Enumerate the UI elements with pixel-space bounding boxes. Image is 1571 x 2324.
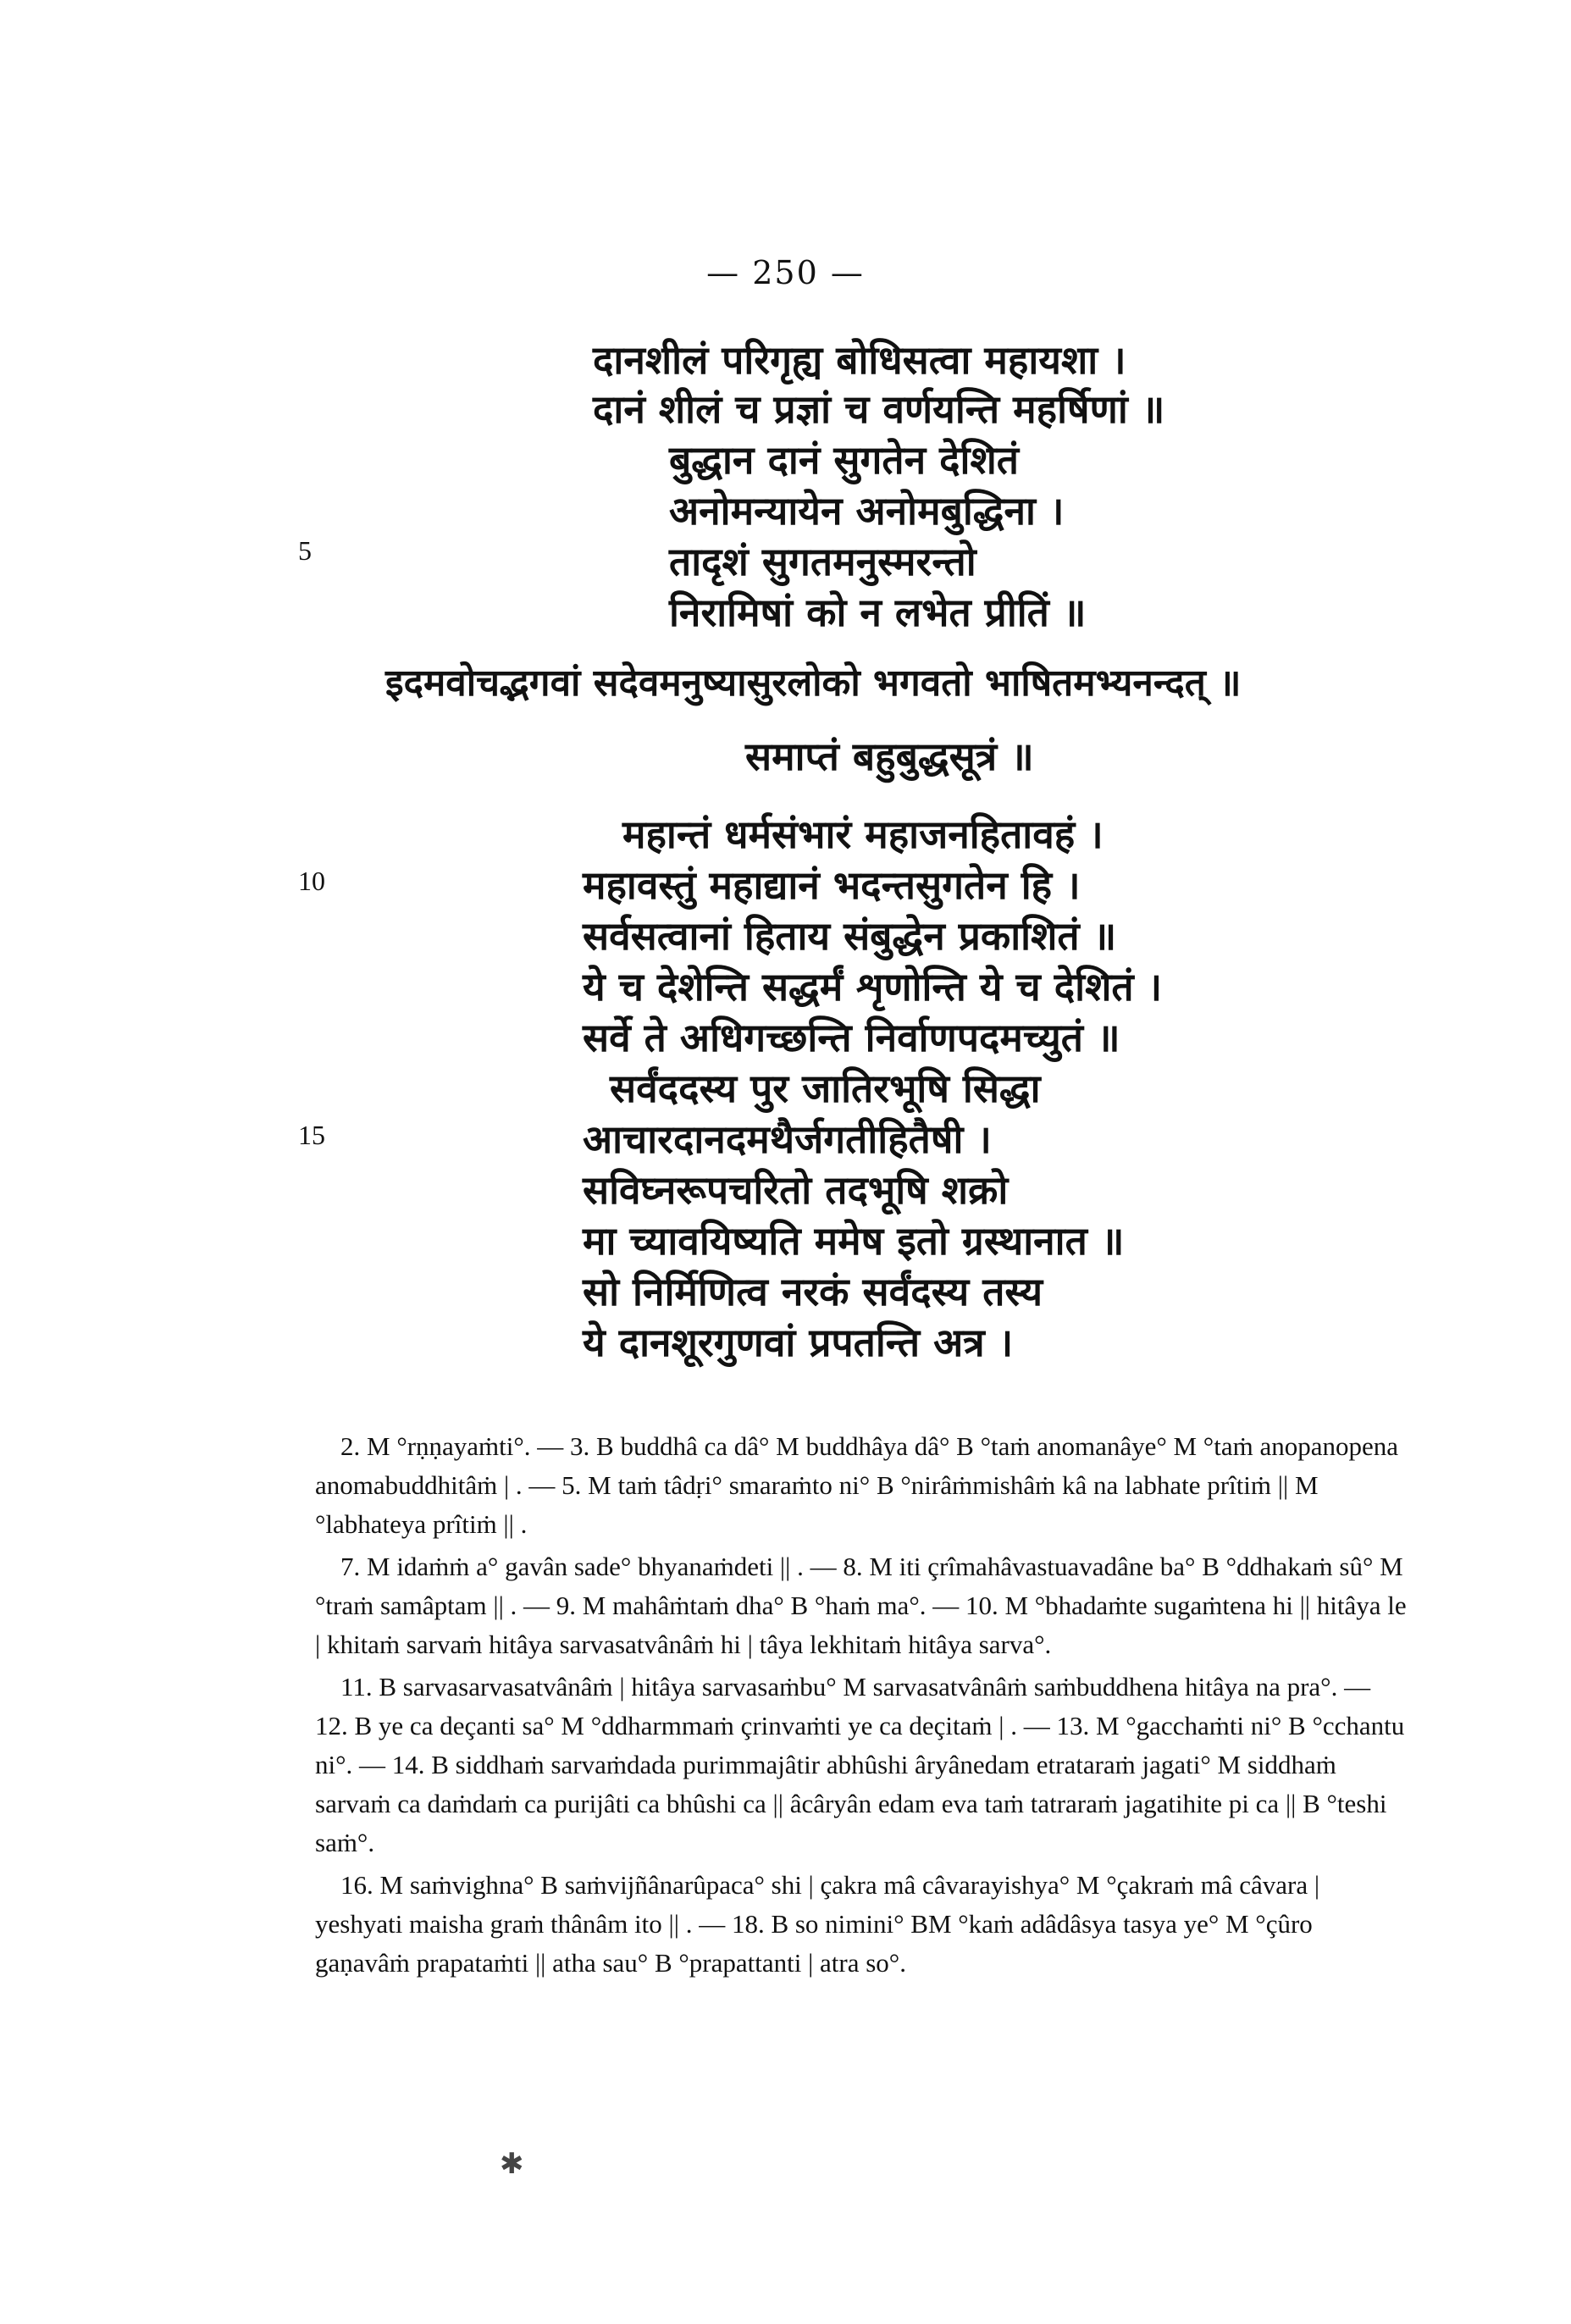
verse-line: सर्वसत्वानां हिताय संबुद्धेन प्रकाशितं ॥	[583, 913, 1117, 959]
verse-line: सर्वंददस्य पुर जातिरभूषि सिद्धा	[610, 1065, 1041, 1111]
sutra-end-line: समाप्तं बहुबुद्धसूत्रं ॥	[745, 733, 1034, 779]
verse-line: अनोमन्यायेन अनोमबुद्धिना ।	[669, 488, 1065, 534]
footnotes	[315, 1427, 1408, 1986]
verse-line: तादृशं सुगतमनुस्मरन्तो	[669, 539, 976, 584]
verse-line: महान्तं धर्मसंभारं महाजनहितावहं ।	[622, 811, 1104, 857]
line-number: 15	[298, 1120, 325, 1150]
verse-line: निरामिषां को न लभेत प्रीतिं ॥	[669, 589, 1087, 635]
verse-line: सविघ्नरूपचरितो तदभूषि शक्रो	[583, 1167, 1009, 1213]
verse-line: मा च्यावयिष्यति ममेष इतो ग्रस्थानात ॥	[583, 1218, 1125, 1264]
line-number: 5	[298, 535, 312, 566]
verse-line: सर्वे ते अधिगच्छन्ति निर्वाणपदमच्युतं ॥	[583, 1015, 1120, 1060]
footnote-paragraph: 11. B sarvasarvasatvânâṁ | hitâya sarvasaṁbu° M sarvasatvânâṁ saṁbuddhena hitâya na pra°. — 12. B ye ca deçanti sa° M °ddharmmaṁ çrinvaṁti ye ca deçitaṁ | . — 13. M °gacchaṁti ni° B °cchantu ni°. — 14. B siddhaṁ sarvaṁdada purimmajâtir abhûshi âryânedam etrataraṁ jagati° M siddhaṁ sarvaṁ ca daṁdaṁ ca purijâti ca bhûshi ca || âcâryân edam eva taṁ tatraraṁ jagatihite pi ca || B °teshi saṁ°.	[315, 1672, 1405, 1857]
line-number: 10	[298, 866, 325, 896]
footnote-paragraph: 7. M idaṁṁ a° gavân sade° bhyanaṁdeti || . — 8. M iti çrîmahâvastuavadâne ba° B °ddhakaṁ sû° M °traṁ samâptam || . — 9. M mahâṁtaṁ dha° B °haṁ ma°. — 10. M °bhadaṁte sugaṁtena hi || hitâya le | khitaṁ sarvaṁ hitâya sarvasatvânâṁ hi | tâya lekhitaṁ hitâya sarva°.	[315, 1552, 1407, 1659]
verse-line: दानशीलं परिगृह्य बोधिसत्वा महायशा ।	[593, 337, 1126, 383]
verse-line: महावस्तुं महाद्यानं भदन्तसुगतेन हि ।	[583, 862, 1081, 908]
verse-line: ये च देशेन्ति सद्धर्मं शृणोन्ति ये च देशितं ।	[583, 964, 1163, 1010]
colophon-line: इदमवोचद्भगवां सदेवमनुष्यासुरलोको भगवतो भाषितमभ्यनन्दत् ॥	[385, 661, 1242, 705]
footnote-paragraph: 16. M saṁvighna° B saṁvijñânarûpaca° shi | çakra mâ câvarayishya° M °çakraṁ mâ câvara | yeshyati maisha graṁ thânâm ito || . — 18. B so nimini° BM °kaṁ adâdâsya tasya ye° M °çûro gaṇavâṁ prapataṁti || atha sau° B °prapattanti | atra so°.	[315, 1870, 1320, 1978]
verse-line: दानं शीलं च प्रज्ञां च वर्णयन्ति महर्षिणां ॥	[593, 386, 1165, 432]
page-number: — 250 —	[706, 254, 865, 291]
ink-speck-decoration: ✱	[500, 2147, 524, 2181]
verse-line: बुद्धान दानं सुगतेन देशितं	[669, 437, 1019, 483]
verse-line: ये दानशूरगुणवां प्रपतन्ति अत्र ।	[583, 1320, 1014, 1365]
footnote-paragraph: 2. M °rṇṇayaṁti°. — 3. B buddhâ ca dâ° M buddhâya dâ° B °taṁ anomanâye° M °taṁ anopanopena anomabuddhitâṁ | . — 5. M taṁ tâdṛi° smaraṁto ni° B °nirâṁmishâṁ kâ na labhate prîtiṁ || M °labhateya prîtiṁ || .	[315, 1431, 1398, 1539]
verse-line: आचारदानदमथैर्जगतीहितैषी ।	[583, 1116, 992, 1162]
verse-line: सो निर्मिणित्व नरकं सर्वंदस्य तस्य	[583, 1269, 1043, 1314]
